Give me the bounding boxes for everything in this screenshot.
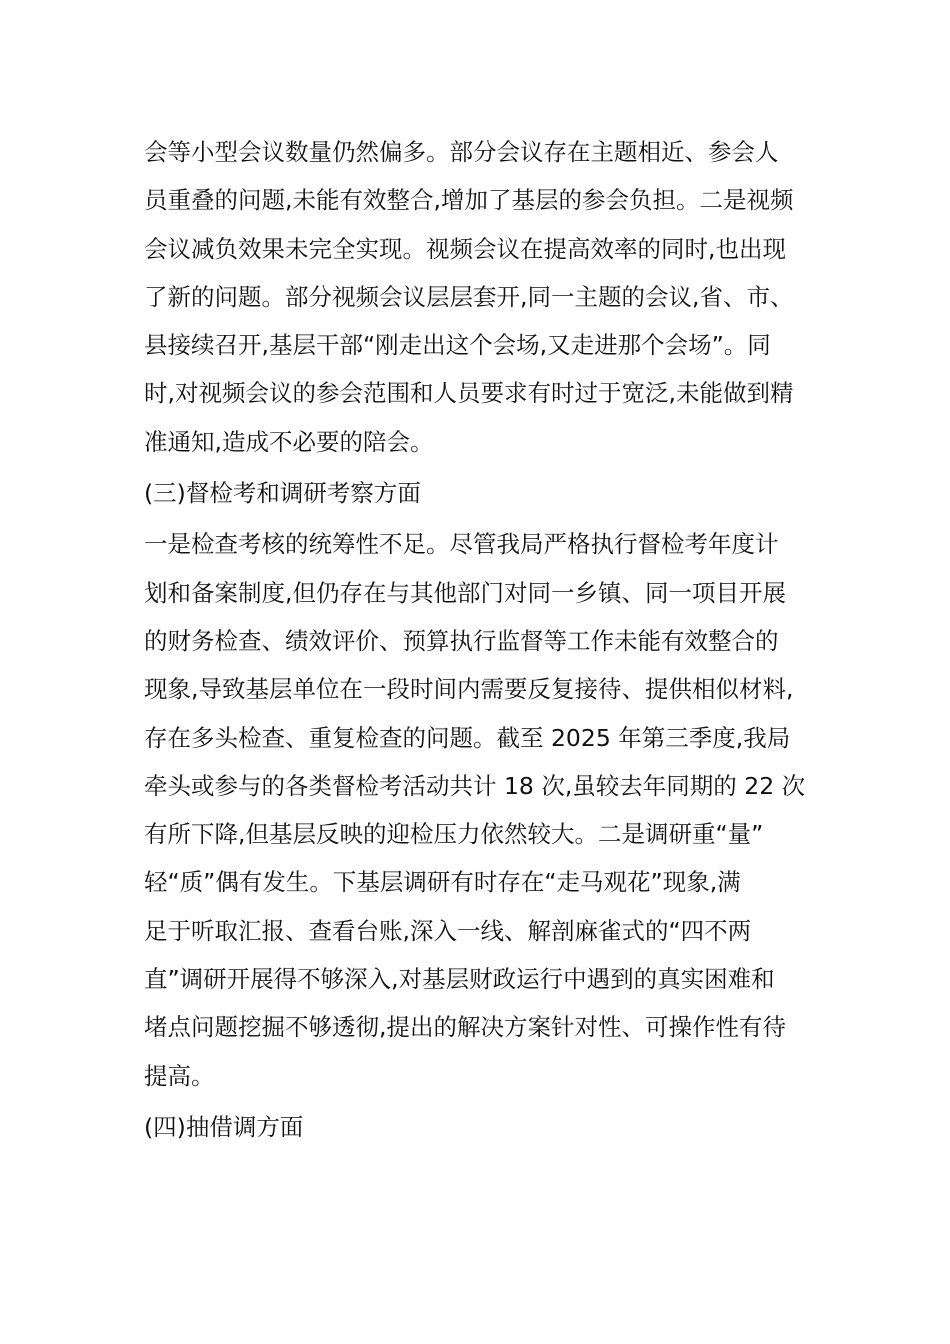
text-line: 时,对视频会议的参会范围和人员要求有时过于宽泛,未能做到精 [144,379,794,408]
text-line: 现象,导致基层单位在一段时间内需要反复接待、提供相似材料, [144,675,794,704]
text-line: 直”调研开展得不够深入,对基层财政运行中遇到的真实困难和 [144,965,775,994]
text-line: 了新的问题。部分视频会议层层套开,同一主题的会议,省、市、 [144,282,794,311]
text-line: 准通知,造成不必要的陪会。 [144,427,434,456]
text-line: 存在多头检查、重复检查的问题。截至 2025 年第三季度,我局 [144,723,791,752]
paragraph-meetings [144,128,814,466]
text-line: 县接续召开,基层干部“刚走出这个会场,又走进那个会场”。同 [144,331,771,360]
text-line: 堵点问题挖掘不够透彻,提出的解决方案针对性、可操作性有待 [144,1013,786,1042]
heading-text: (三)督检考和调研考察方面 [144,479,421,508]
text-line: 牵头或参与的各类督检考活动共计 18 次,虽较去年同期的 22 次 [144,771,806,800]
text-line: 划和备案制度,但仍存在与其他部门对同一乡镇、同一项目开展 [144,578,786,607]
text-line: 足于听取汇报、查看台账,深入一线、解剖麻雀式的“四不两 [144,916,752,945]
text-line: 有所下降,但基层反映的迎检压力依然较大。二是调研重“量” [144,820,764,849]
section-heading-3 [144,469,814,517]
document-body [144,128,814,1154]
text-line: 会议减负效果未完全实现。视频会议在提高效率的同时,也出现 [144,234,786,263]
text-line: 的财务检查、绩效评价、预算执行监督等工作未能有效整合的 [144,626,779,655]
text-line: 一是检查考核的统筹性不足。尽管我局严格执行督检考年度计 [144,530,779,559]
text-line: 轻“质”偶有发生。下基层调研有时存在“走马观花”现象,满 [144,868,741,897]
heading-text: (四)抽借调方面 [144,1112,304,1141]
section-heading-4 [144,1103,814,1151]
text-line: 员重叠的问题,未能有效整合,增加了基层的参会负担。二是视频 [144,186,794,215]
paragraph-inspections [144,520,814,1100]
text-line: 会等小型会议数量仍然偏多。部分会议存在主题相近、参会人 [144,138,779,166]
text-line: 提高。 [144,1061,215,1090]
